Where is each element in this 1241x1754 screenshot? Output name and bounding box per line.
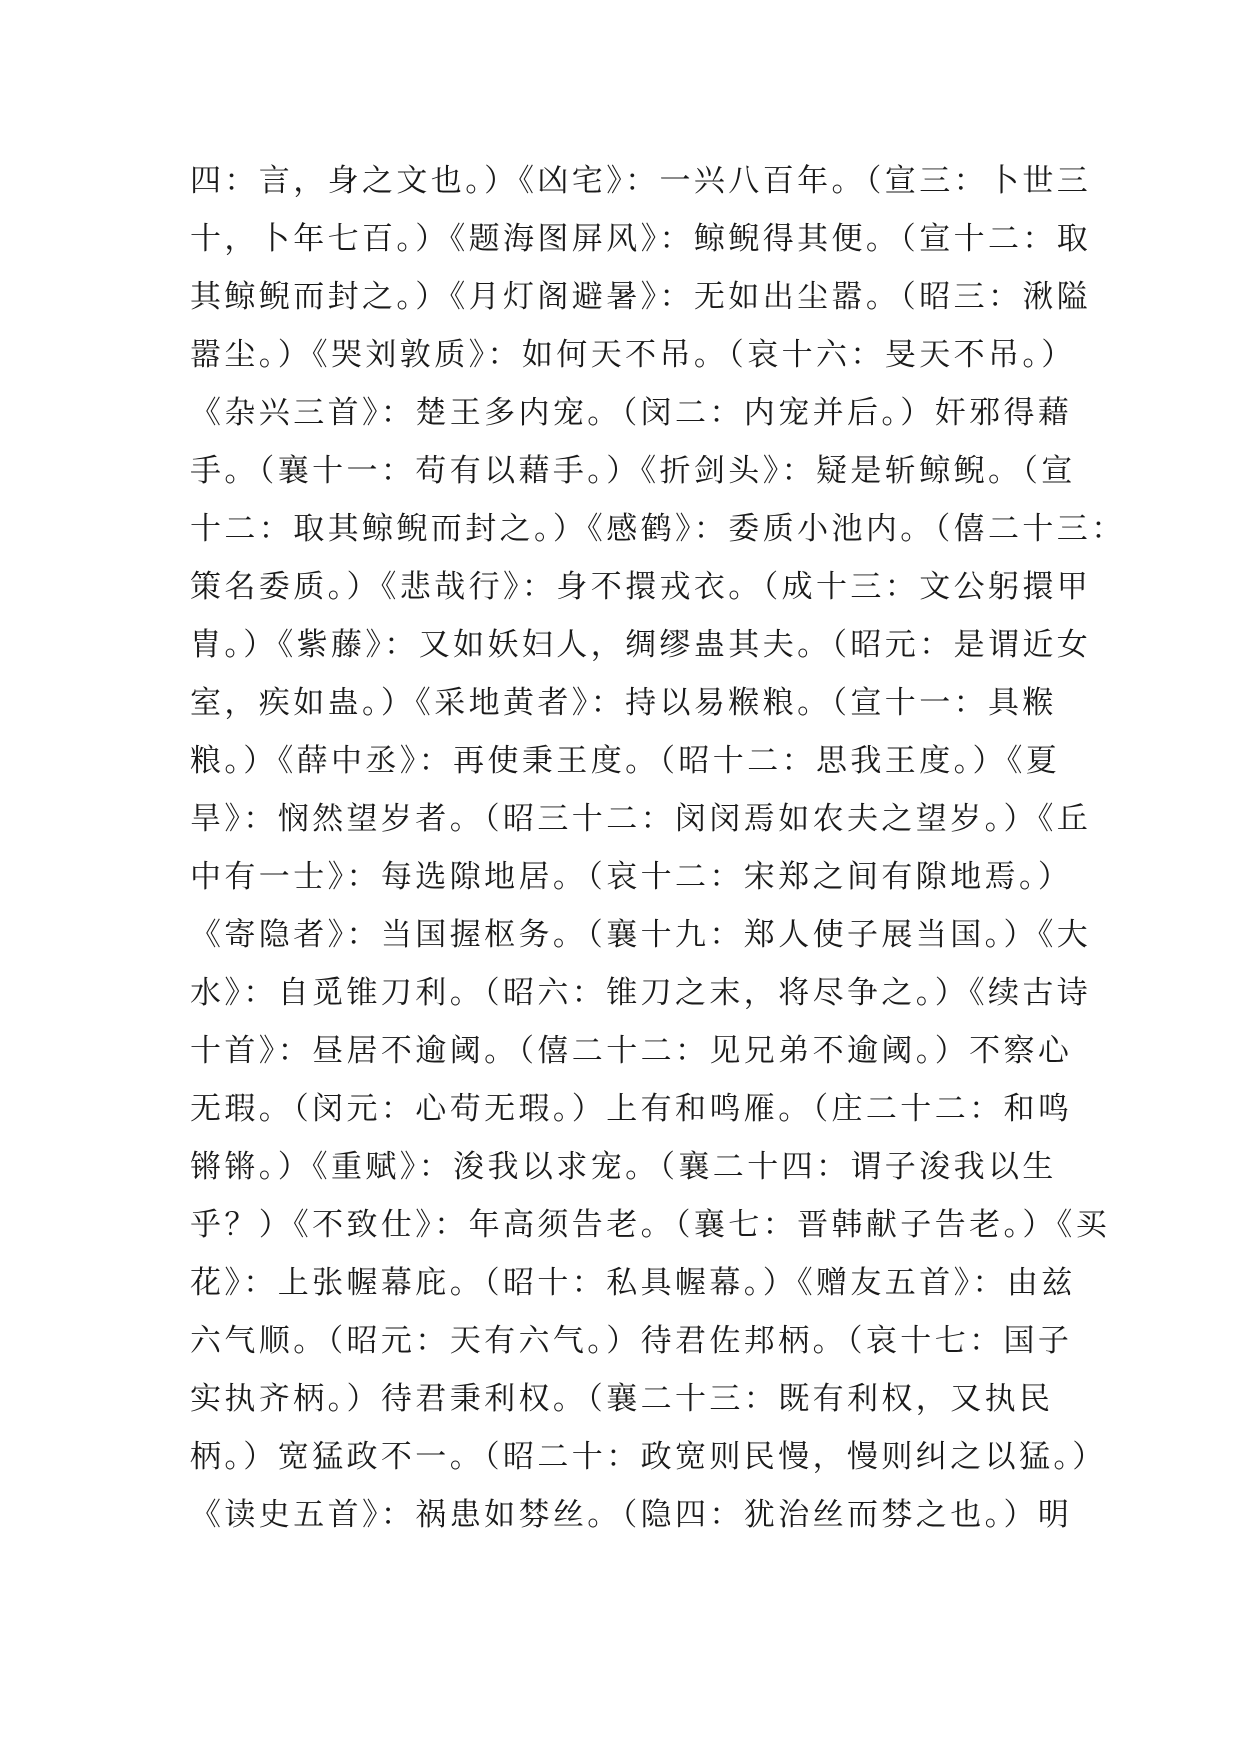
text-line: 中有一士》：每选隙地居。（哀十二：宋郑之间有隙地焉。） — [190, 859, 1073, 895]
text-line: 花》：上张幄幕庇。（昭十：私具幄幕。）《赠友五首》：由兹 — [190, 1265, 1076, 1301]
text-line: 粮。）《薛中丞》：再使秉王度。（昭十二：思我王度。）《夏 — [190, 743, 1061, 779]
text-line: 乎？）《不致仕》：年高须告老。（襄七：晋韩献子告老。）《买 — [190, 1207, 1111, 1243]
text-line: 嚣尘。）《哭刘敦质》：如何天不吊。（哀十六：旻天不吊。） — [190, 337, 1076, 373]
text-line: 手。（襄十一：苟有以藉手。）《折剑头》：疑是斩鲸鲵。（宣 — [190, 453, 1076, 489]
body-text — [190, 152, 1126, 1544]
text-line: 柄。）宽猛政不一。（昭二十：政宽则民慢，慢则纠之以猛。） — [190, 1439, 1107, 1475]
text-line: 十二：取其鲸鲵而封之。）《感鹤》：委质小池内。（僖二十三： — [190, 511, 1126, 547]
text-line: 四：言，身之文也。）《凶宅》：一兴八百年。（宣三：卜世三 — [190, 163, 1092, 199]
text-line: 室，疾如蛊。）《采地黄者》：持以易糇粮。（宣十一：具糇 — [190, 685, 1057, 721]
text-line: 水》：自觅锥刀利。（昭六：锥刀之末，将尽争之。）《续古诗 — [190, 975, 1092, 1011]
text-line: 实执齐柄。）待君秉利权。（襄二十三：既有利权，又执民 — [190, 1381, 1054, 1417]
text-line: 策名委质。）《悲哉行》：身不擐戎衣。（成十三：文公躬擐甲 — [190, 569, 1092, 605]
text-line: 六气顺。（昭元：天有六气。）待君佐邦柄。（哀十七：国子 — [190, 1323, 1073, 1359]
text-line: 旱》：悯然望岁者。（昭三十二：闵闵焉如农夫之望岁。）《丘 — [190, 801, 1092, 837]
text-line: 《读史五首》：祸患如棼丝。（隐四：犹治丝而棼之也。）明 — [190, 1497, 1073, 1533]
text-line: 十首》：昼居不逾阈。（僖二十二：见兄弟不逾阈。）不察心 — [190, 1033, 1073, 1069]
text-line: 《杂兴三首》：楚王多内宠。（闵二：内宠并后。）奸邪得藉 — [190, 395, 1073, 431]
text-line: 《寄隐者》：当国握枢务。（襄十九：郑人使子展当国。）《大 — [190, 917, 1092, 953]
text-line: 锵锵。）《重赋》：浚我以求宠。（襄二十四：谓子浚我以生 — [190, 1149, 1057, 1185]
text-line: 无瑕。（闵元：心苟无瑕。）上有和鸣雁。（庄二十二：和鸣 — [190, 1091, 1073, 1127]
text-line: 其鲸鲵而封之。）《月灯阁避暑》：无如出尘嚣。（昭三：湫隘 — [190, 279, 1092, 315]
text-line: 胄。）《紫藤》：又如妖妇人，绸缪蛊其夫。（昭元：是谓近女 — [190, 627, 1092, 663]
text-line: 十，卜年七百。）《题海图屏风》：鲸鲵得其便。（宣十二：取 — [190, 221, 1092, 257]
